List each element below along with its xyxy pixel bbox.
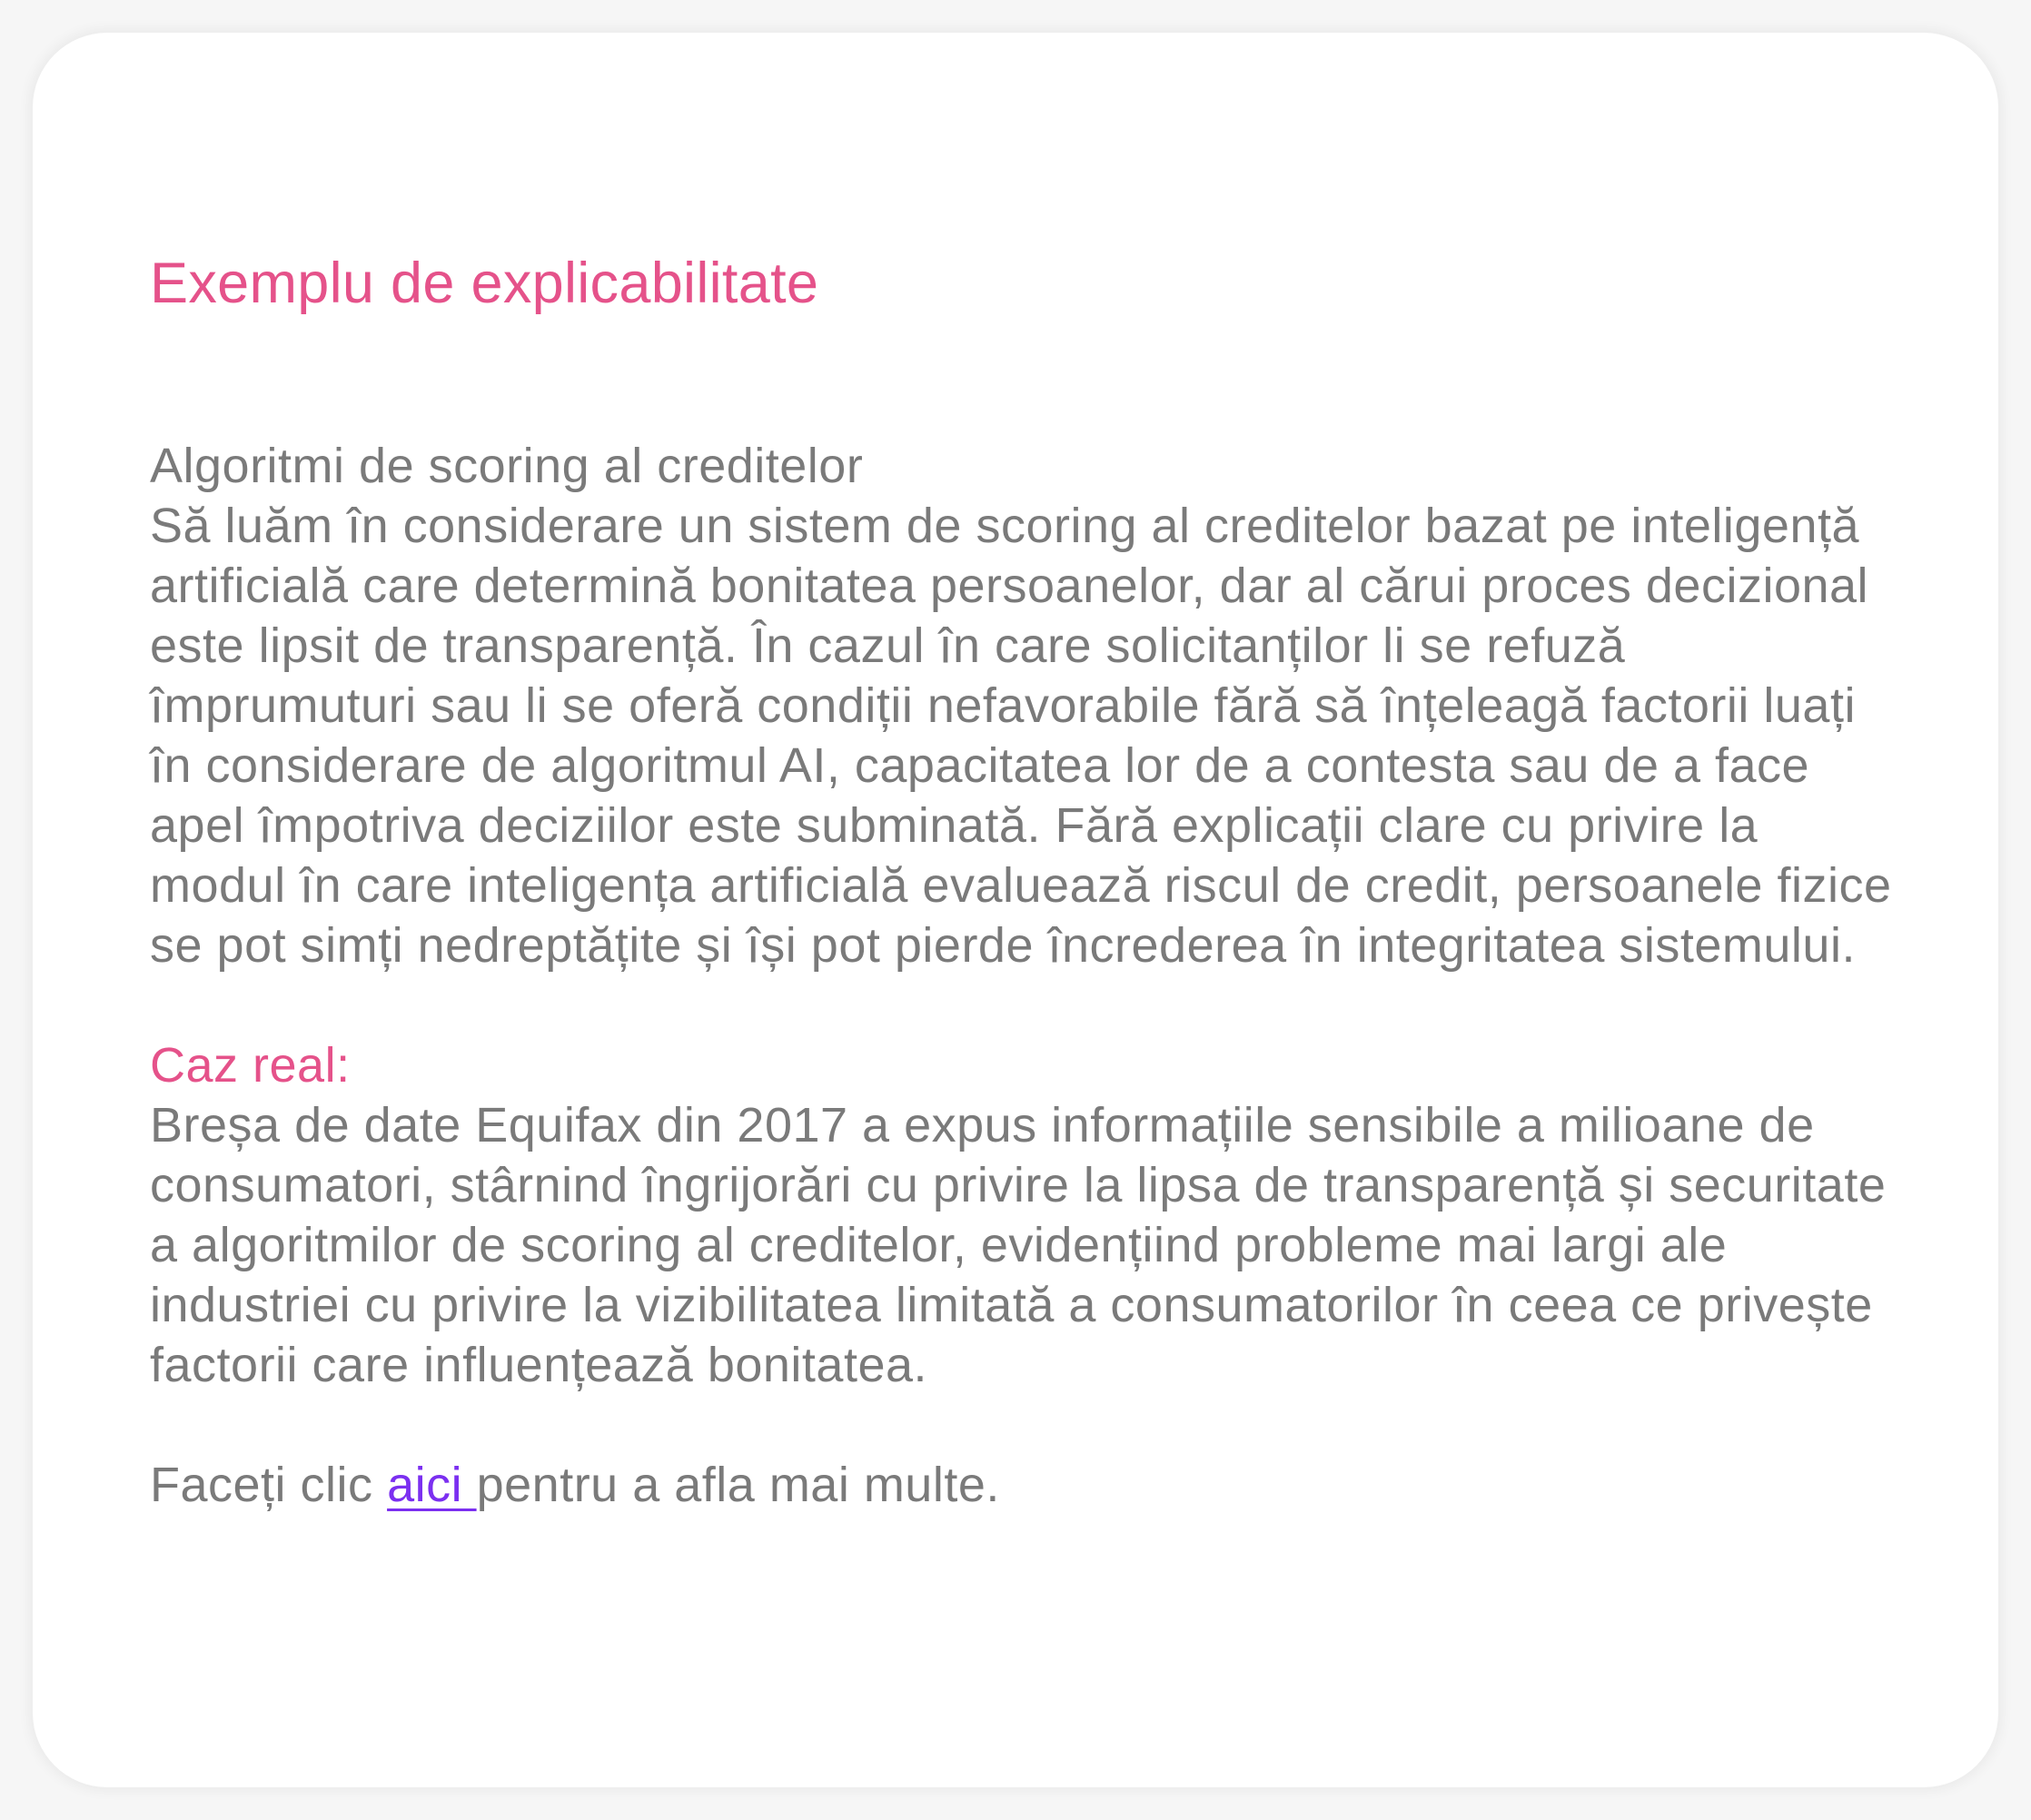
cta-line bbox=[150, 1455, 1895, 1515]
cta-prefix: Faceți clic bbox=[150, 1458, 388, 1512]
page-title: Exemplu de explicabilitate bbox=[150, 252, 819, 315]
real-case-label: Caz real: bbox=[150, 1038, 351, 1093]
cta-suffix: pentru a afla mai multe. bbox=[476, 1458, 1000, 1512]
main-content bbox=[150, 436, 1895, 1515]
spacer bbox=[150, 975, 1895, 1035]
spacer bbox=[150, 1395, 1895, 1455]
real-case-paragraph: Breșa de date Equifax din 2017 a expus informațiile sensibile a milioane de consumatori, stârnind îngrijorări cu privire la lipsa de transparență și securitate a algoritmilor de scoring al creditelor, evidențiind probleme mai largi ale industriei cu privire la vizibilitatea limitată a consumatorilor în ceea ce privește factorii care influențează bonitatea. bbox=[150, 1098, 1887, 1392]
section-heading: Algoritmi de scoring al creditelor bbox=[150, 439, 864, 493]
learn-more-link[interactable]: aici bbox=[387, 1458, 477, 1512]
section-paragraph: Să luăm în considerare un sistem de scoring al creditelor bazat pe inteligență artificială care determină bonitatea persoanelor, dar al cărui proces decizional este lipsit de transparență. În cazul în care solicitanților li se refuză împrumuturi sau li se oferă condiții nefavorabile fără să înțeleagă factorii luați în considerare de algoritmul AI, capacitatea lor de a contesta sau de a face apel împotriva deciziilor este subminată. Fără explicații clare cu privire la modul în care inteligența artificială evaluează riscul de credit, persoanele fizice se pot simți nedreptățite și își pot pierde încrederea în integritatea sistemului. bbox=[150, 499, 1892, 973]
